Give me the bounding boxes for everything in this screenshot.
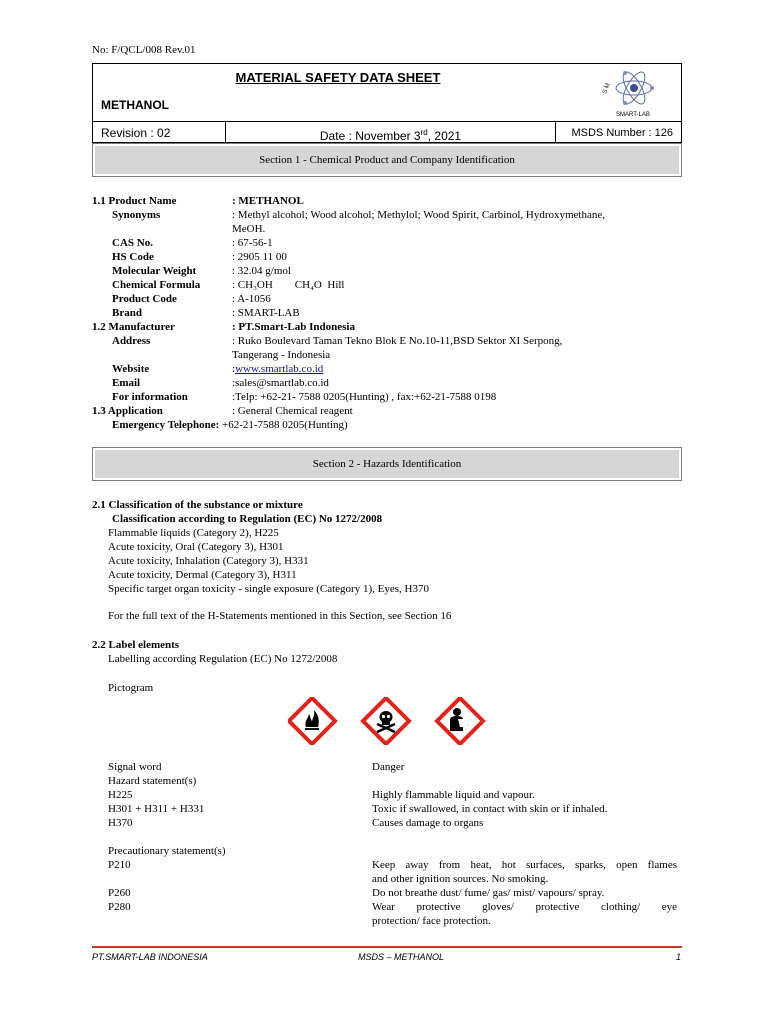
precaution-text-3-line2: protection/ face protection. [372,915,491,927]
precaution-text-1-line2: and other ignition sources. No smoking. [372,873,549,885]
header-box [92,63,682,143]
precaution-text-1-line1: Keep away from heat, hot surfaces, sparks, open flames [372,859,677,871]
hazard-text-3: Causes damage to organs [372,817,484,829]
hazard-text-1: Highly flammable liquid and vapour. [372,789,535,801]
classification-1: Flammable liquids (Category 2), H225 [108,527,279,539]
hazard-statements-label: Hazard statement(s) [108,775,197,787]
document-title: MATERIAL SAFETY DATA SHEET [235,70,441,85]
msds-number-cell: MSDS Number : 126 [571,127,673,139]
date-suffix: , 2021 [427,129,462,143]
full-text-note: For the full text of the H-Statements mentioned in this Section, see Section 16 [108,610,452,622]
section-2-bar [92,447,682,481]
hazard-text-2: Toxic if swallowed, in contact with skin or if inhaled. [372,803,608,815]
product-name-header: METHANOL [101,98,169,112]
ghs-pictograms [288,697,488,745]
hazard-code-3: H370 [108,817,133,829]
signal-word-value: Danger [372,761,405,773]
s21-subtitle: Classification according to Regulation (EC) No 1272/2008 [112,513,383,525]
labelling-regulation: Labelling according Regulation (EC) No 1272/2008 [108,653,338,665]
section-1-heading: Section 1 - Chemical Product and Company Identification [95,146,679,174]
pictogram-label: Pictogram [108,682,154,694]
hazard-code-1: H225 [108,789,133,801]
signal-word-label: Signal word [108,761,162,773]
website-link[interactable]: www.smartlab.co.id [235,363,324,375]
classification-4: Acute toxicity, Dermal (Category 3), H311 [108,569,297,581]
classification-3: Acute toxicity, Inhalation (Category 3), H331 [108,555,309,567]
classification-2: Acute toxicity, Oral (Category 3), H301 [108,541,284,553]
footer-divider [92,946,682,948]
precaution-code-3: P280 [108,901,131,913]
revision-info-row [93,121,681,144]
s22-title: 2.2 Label elements [92,639,180,651]
health-hazard-pictogram-icon [437,698,483,744]
date-prefix: Date : November 3 [319,129,421,143]
date-superscript: rd [420,128,428,137]
logo-text-left: S M [602,82,612,95]
hazard-code-2: H301 + H311 + H331 [108,803,205,815]
precaution-code-1: P210 [108,859,131,871]
document-number: No: F/QCL/008 Rev.01 [92,44,196,56]
revision-cell: Revision : 02 [93,122,226,144]
logo-text-bottom: SMART-LAB [616,112,650,118]
precautionary-statements-label: Precautionary statement(s) [108,845,226,857]
flame-pictogram-icon [289,698,335,744]
s21-title: 2.1 Classification of the substance or mixture [92,499,303,511]
section-1-bar [92,143,682,177]
date-cell [226,122,556,144]
smart-lab-atom-logo [598,64,676,122]
footer-document: MSDS – METHANOL [358,952,445,962]
skull-crossbones-pictogram-icon [363,698,409,744]
footer-company: PT.SMART-LAB INDONESIA [92,952,208,962]
precaution-text-2: Do not breathe dust/ fume/ gas/ mist/ vapours/ spray. [372,887,605,899]
precaution-code-2: P260 [108,887,131,899]
precaution-text-3-line1: Wear protective gloves/ protective clothing/ eye [372,901,677,913]
section-2-heading: Section 2 - Hazards Identification [95,450,679,478]
classification-5: Specific target organ toxicity - single exposure (Category 1), Eyes, H370 [108,583,429,595]
footer-page-number: 1 [676,952,682,962]
